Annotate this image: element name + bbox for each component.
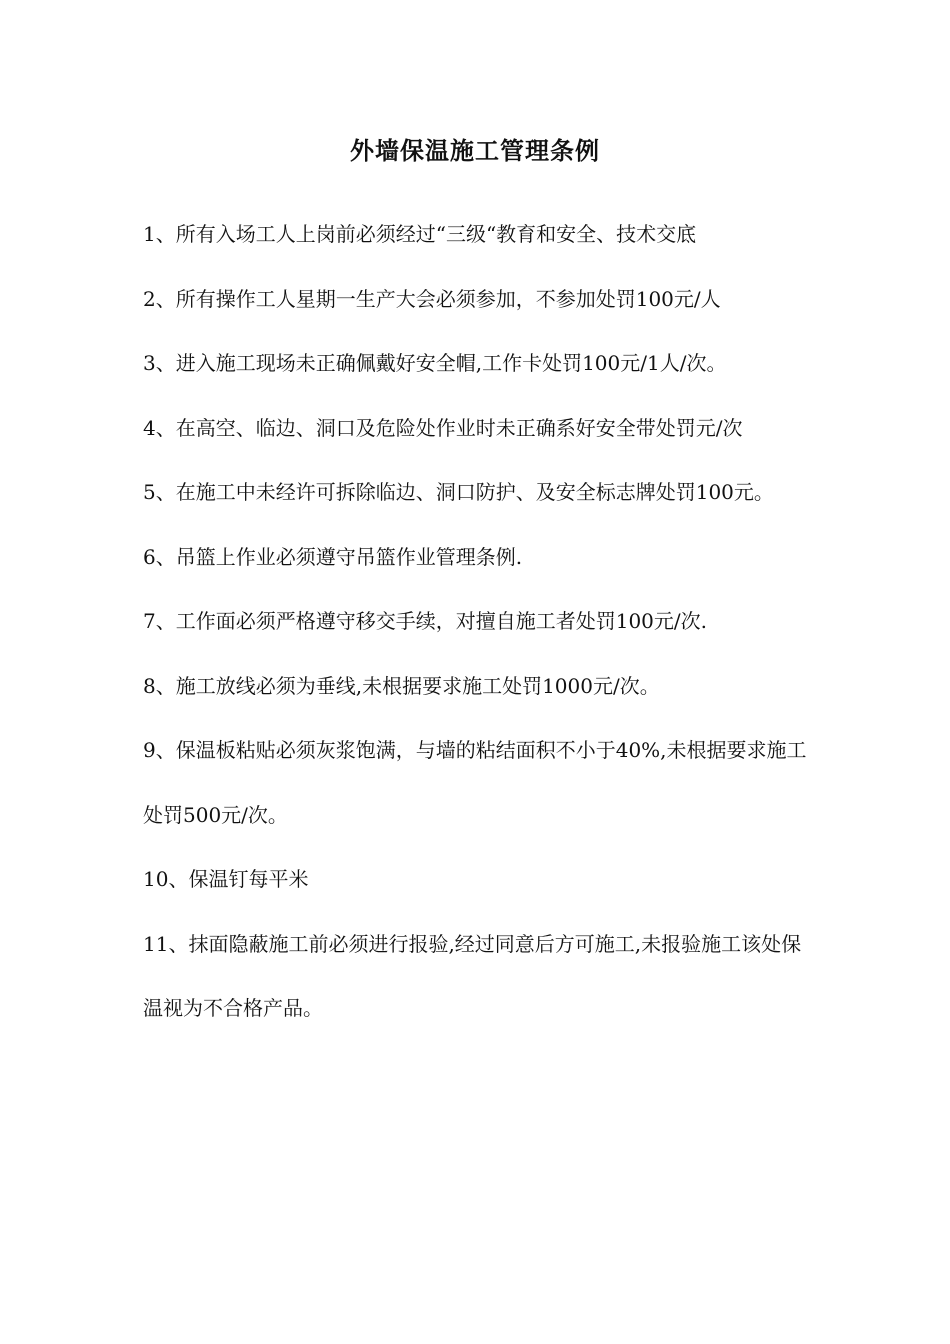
rules-list: [143, 202, 813, 1041]
rule-item-11: 11、抹面隐蔽施工前必须进行报验,经过同意后方可施工,未报验施工该处保温视为不合格产品。: [143, 931, 802, 1020]
rule-item-7: 7、工作面必须严格遵守移交手续，对擅自施工者处罚100元/次.: [143, 609, 707, 633]
document-title: 外墙保温施工管理条例: [350, 136, 600, 165]
rule-item-6: 6、吊篮上作业必须遵守吊篮作业管理条例.: [143, 544, 523, 569]
rule-item-8: 8、施工放线必须为垂线,未根据要求施工处罚1000元/次。: [143, 673, 660, 698]
rule-item-4: 4、在高空、临边、洞口及危险处作业时未正确系好安全带处罚元/次: [143, 415, 743, 440]
rule-item-1: 1、所有入场工人上岗前必须经过“三级“教育和安全、技术交底: [143, 222, 697, 246]
rule-item-3: 3、进入施工现场未正确佩戴好安全帽,工作卡处罚100元/1人/次。: [143, 351, 727, 375]
rule-item-10: 10、保温钉每平米: [143, 867, 309, 891]
rule-item-9: 9、保温板粘贴必须灰浆饱满，与墙的粘结面积不小于40%,未根据要求施工处罚500元/次。: [143, 738, 807, 827]
rule-item-2: 2、所有操作工人星期一生产大会必须参加，不参加处罚100元/人: [143, 286, 721, 311]
rule-item-5: 5、在施工中未经许可拆除临边、洞口防护、及安全标志牌处罚100元。: [143, 480, 774, 504]
